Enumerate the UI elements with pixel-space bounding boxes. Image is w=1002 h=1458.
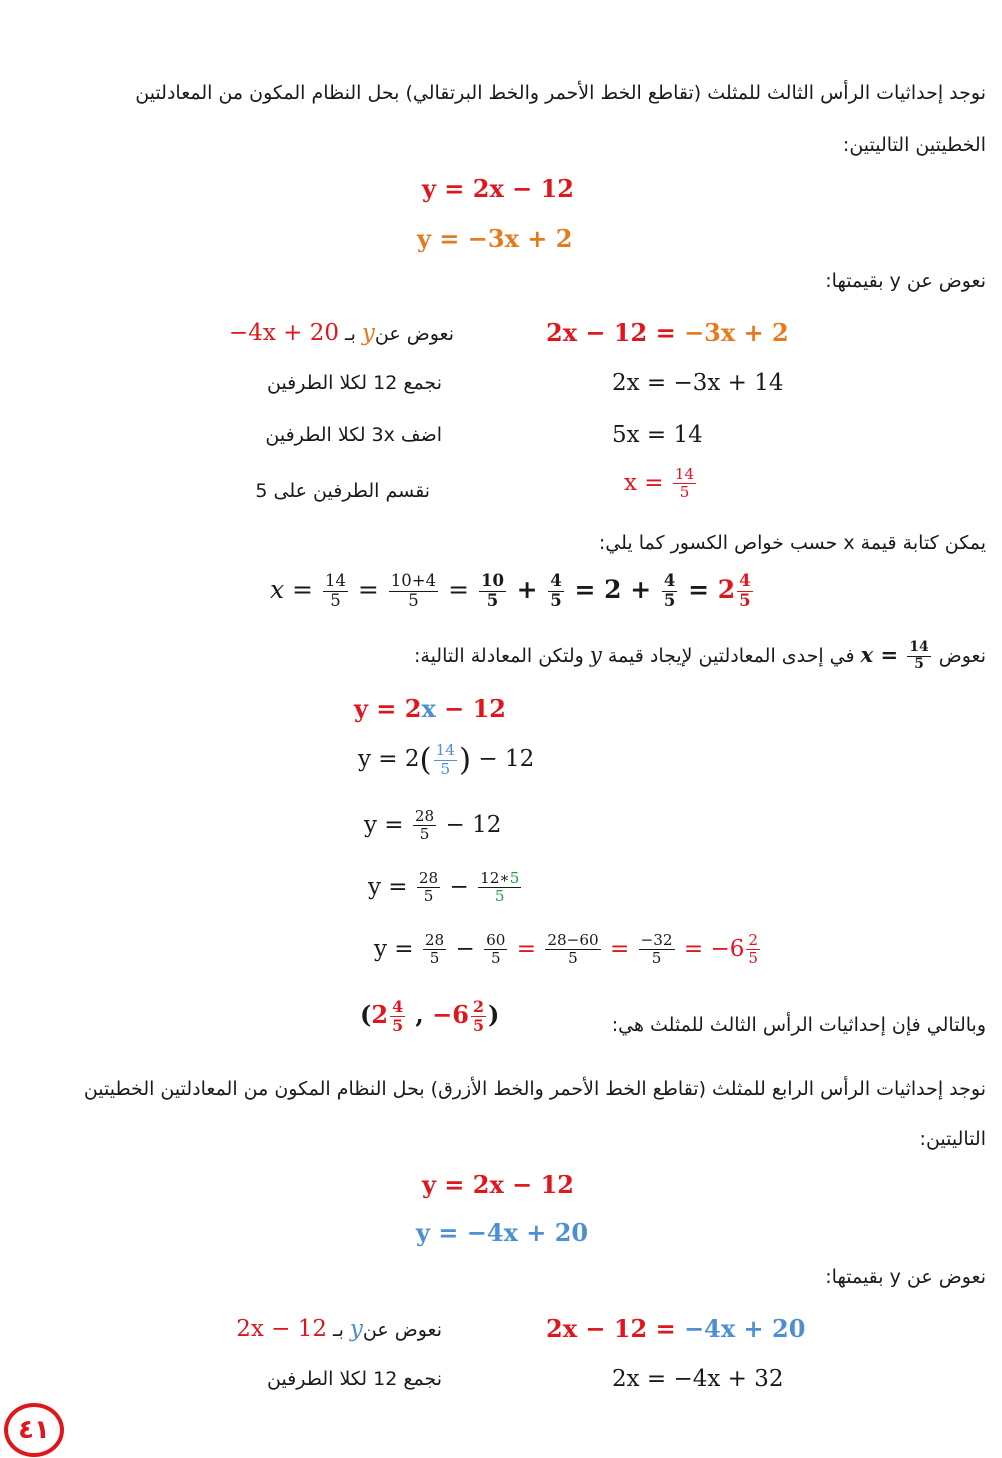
y-step-4-frac-2 bbox=[478, 870, 521, 906]
solve1-step4-fraction bbox=[673, 466, 696, 502]
solve1-step2: 2x = −3x + 14 bbox=[612, 370, 784, 396]
y-step-5-frac-4 bbox=[639, 932, 675, 968]
vertex3-y-num: 2 bbox=[472, 997, 484, 1016]
solve1-step1-left: 2x − 12 bbox=[546, 318, 648, 347]
mixed-frac-3-den: 5 bbox=[486, 590, 499, 610]
mixed-frac-2-den: 5 bbox=[408, 590, 419, 610]
solve2-note1-var: y bbox=[349, 1316, 363, 1342]
y-step-1-a: y = 2 bbox=[354, 694, 422, 723]
mixed-frac-2-num: 10+4 bbox=[390, 571, 437, 590]
y-step-5-frac-3 bbox=[545, 932, 600, 968]
y-step-1 bbox=[354, 694, 506, 723]
subst-frac-num: 14 bbox=[909, 639, 929, 655]
solve1-note1-var: y bbox=[361, 320, 375, 346]
y-step-5: y = $\frac{28}{5}$ − $\frac{60}{5}$ = $\frac{28-60}{5}$ = $\frac{-32}{5}$ = −6 $\frac{2}{5}$ bbox=[374, 931, 759, 968]
mixed-whole: 2 bbox=[604, 574, 622, 604]
y-step-5-frac-2 bbox=[484, 932, 507, 968]
solve1-note2: نجمع 12 لكلا الطرفين bbox=[266, 372, 442, 394]
solve2-step1-left: 2x − 12 bbox=[546, 1314, 648, 1343]
vertex3-y-whole: −6 bbox=[432, 1000, 469, 1030]
y-step-5-result-num: 2 bbox=[748, 931, 759, 949]
y-step-3-num: 28 bbox=[414, 807, 435, 825]
y-step-2-a: y = 2 bbox=[358, 746, 420, 772]
mixed-result-den: 5 bbox=[739, 590, 751, 610]
solve2-note2: نجمع 12 لكلا الطرفين bbox=[266, 1368, 442, 1390]
solve2-step1 bbox=[546, 1314, 805, 1343]
vertex3-label: وبالتالي فإن إحداثيات الرأس الثالث للمثلث هي: bbox=[611, 1014, 986, 1036]
solve1-step4-lhs: x = bbox=[624, 469, 671, 496]
y-step-4-minus: − bbox=[442, 873, 477, 900]
solve1-note1-by: بـ bbox=[338, 323, 362, 345]
mixed-frac-3-num: 10 bbox=[480, 571, 504, 590]
vertex3-open: ( bbox=[360, 1000, 372, 1030]
y-step-5-minus: − bbox=[448, 935, 483, 962]
y-step-2-frac bbox=[434, 742, 457, 778]
solve1-step4-den: 5 bbox=[679, 483, 690, 502]
vertex3-y-frac bbox=[471, 998, 486, 1035]
substitute-label-1: نعوض عن y بقيمتها: bbox=[825, 270, 986, 292]
fraction-explanation: يمكن كتابة قيمة x حسب خواص الكسور كما يلي: bbox=[598, 532, 986, 554]
y-step-2-den: 5 bbox=[440, 759, 451, 778]
solve2-note1-by: بـ bbox=[326, 1319, 350, 1341]
y-step-2-b: − 12 bbox=[471, 746, 535, 772]
y-step-4-a: y = bbox=[368, 873, 415, 900]
intro-line-1: نوجد إحداثيات الرأس الثالث للمثلث (تقاطع الخط الأحمر والخط البرتقالي) بحل النظام المكون من المعادلتين bbox=[135, 82, 986, 104]
y-step-4-num-2b: 5 bbox=[509, 869, 520, 887]
equation-red-1: y = 2x − 12 bbox=[422, 174, 574, 203]
equation-orange: y = −3x + 2 bbox=[417, 224, 573, 253]
intro-line-2: الخطيتين التاليتين: bbox=[842, 134, 986, 156]
y-step-5-result-den: 5 bbox=[748, 949, 759, 968]
y-step-2-num: 14 bbox=[435, 741, 455, 760]
mixed-frac-4-den: 5 bbox=[550, 590, 562, 610]
solve1-step1 bbox=[546, 318, 789, 347]
y-step-3 bbox=[364, 808, 501, 844]
solve2-step2: 2x = −4x + 32 bbox=[612, 1366, 784, 1392]
mixed-frac-1 bbox=[323, 572, 348, 611]
y-step-4-num-2 bbox=[478, 870, 521, 888]
y-step-3-b: − 12 bbox=[438, 811, 502, 838]
mixed-frac-5-den: 5 bbox=[663, 590, 676, 610]
intro2-line-2: التاليتين: bbox=[919, 1128, 986, 1150]
y-step-5-den-4: 5 bbox=[651, 949, 662, 968]
vertex3-x-num: 4 bbox=[392, 997, 404, 1016]
y-step-5-result-frac bbox=[746, 932, 760, 968]
mixed-frac-1-den: 5 bbox=[330, 590, 341, 610]
intro2-line-1: نوجد إحداثيات الرأس الرابع للمثلث (تقاطع الخط الأحمر والخط الأزرق) بحل النظام المكون من المعادلتين الخطيتين bbox=[83, 1078, 986, 1100]
mixed-number-line: x = $\frac{14}{5}$ = $\frac{10+4}{5}$ = $\frac{10}{5}$ + $\frac{4}{5}$ = 2 + $\frac{4}{5}$ = 2 $\frac{4}{5}$ bbox=[270, 572, 755, 611]
y-step-5-num-3: 28−60 bbox=[547, 931, 599, 949]
subst-frac-den: 5 bbox=[914, 655, 924, 672]
mixed-frac-4 bbox=[548, 572, 563, 611]
solve2-step1-right: −4x + 20 bbox=[684, 1314, 806, 1343]
y-step-5-num-1: 28 bbox=[424, 931, 445, 949]
solve1-step1-eq: = bbox=[647, 318, 685, 347]
vertex3-y-den: 5 bbox=[472, 1016, 484, 1036]
mixed-frac-1-num: 14 bbox=[324, 571, 346, 590]
y-step-5-den-3: 5 bbox=[568, 949, 578, 968]
y-step-5-den-2: 5 bbox=[490, 949, 501, 968]
subst-frac bbox=[907, 640, 930, 673]
vertex3-comma: , bbox=[407, 1000, 433, 1030]
y-step-1-b: − 12 bbox=[435, 694, 506, 723]
mixed-frac-3 bbox=[479, 572, 506, 611]
y-step-4-num-1: 28 bbox=[418, 869, 439, 887]
solve1-step4 bbox=[624, 466, 698, 502]
mixed-frac-2 bbox=[389, 572, 438, 611]
y-step-5-frac-1 bbox=[423, 932, 446, 968]
solve1-step4-num: 14 bbox=[674, 465, 695, 483]
equation-red-2: y = 2x − 12 bbox=[422, 1170, 574, 1199]
y-step-4-frac-1 bbox=[417, 870, 440, 906]
solve1-note4: نقسم الطرفين على 5 bbox=[255, 480, 430, 502]
y-step-4-num-2a: 12∗ bbox=[480, 869, 510, 887]
mixed-result-num: 4 bbox=[739, 571, 751, 590]
vertex3-x-frac bbox=[390, 998, 405, 1035]
y-step-5-a: y = bbox=[374, 935, 421, 962]
page-number-badge: ٤١ bbox=[4, 1403, 64, 1457]
y-step-4-den-1: 5 bbox=[423, 887, 434, 906]
mixed-result-whole: 2 bbox=[717, 574, 736, 604]
solve2-step1-eq: = bbox=[647, 1314, 685, 1343]
subst-x-eq: x = bbox=[860, 641, 899, 667]
subst-x-value bbox=[860, 639, 933, 672]
substitution-sentence bbox=[414, 640, 986, 673]
solve1-note3: اضف 3x لكلا الطرفين bbox=[265, 424, 442, 446]
mixed-result-frac bbox=[737, 572, 752, 611]
subst-mid: في إحدى المعادلتين لإيجاد قيمة bbox=[607, 644, 855, 667]
y-step-5-num-4: −32 bbox=[640, 931, 673, 949]
vertex3-coordinates bbox=[360, 998, 499, 1035]
equation-blue: y = −4x + 20 bbox=[416, 1218, 589, 1247]
mixed-result bbox=[717, 571, 755, 610]
y-step-2: y = 2( $\frac{14}{5}$ ) − 12 bbox=[358, 741, 535, 778]
solve1-step1-right: −3x + 2 bbox=[684, 318, 789, 347]
y-step-1-x: x bbox=[421, 694, 436, 723]
vertex3-close: ) bbox=[487, 1000, 500, 1030]
solve2-note1-prefix: نعوض عن bbox=[362, 1319, 442, 1341]
solve1-note1-value: −4x + 20 bbox=[228, 320, 339, 346]
solve2-note1 bbox=[196, 1316, 442, 1342]
mixed-frac-4-num: 4 bbox=[550, 571, 562, 590]
vertex3-x-whole: 2 bbox=[371, 1000, 389, 1030]
subst-var: y bbox=[589, 642, 602, 667]
mixed-frac-5-num: 4 bbox=[663, 571, 676, 590]
solve1-note1-prefix: نعوض عن bbox=[374, 323, 454, 345]
y-step-3-frac bbox=[413, 808, 436, 844]
y-step-4-den-2: 5 bbox=[494, 887, 505, 906]
y-step-5-den-1: 5 bbox=[429, 949, 440, 968]
subst-prefix: نعوض bbox=[938, 644, 986, 667]
solve1-note1 bbox=[196, 320, 454, 346]
y-step-3-den: 5 bbox=[419, 825, 430, 844]
y-step-5-num-2: 60 bbox=[486, 931, 506, 949]
mixed-frac-5 bbox=[662, 572, 677, 611]
solve2-note1-value: 2x − 12 bbox=[236, 1316, 327, 1342]
mixed-x: x = bbox=[270, 574, 321, 604]
solve1-step3: 5x = 14 bbox=[612, 422, 703, 448]
vertex3-x-den: 5 bbox=[392, 1016, 404, 1036]
y-step-5-whole: −6 bbox=[710, 935, 745, 962]
y-step-3-a: y = bbox=[364, 811, 411, 838]
y-step-4 bbox=[368, 870, 523, 906]
substitute-label-2: نعوض عن y بقيمتها: bbox=[825, 1266, 986, 1288]
subst-suffix: ولتكن المعادلة التالية: bbox=[413, 644, 584, 667]
